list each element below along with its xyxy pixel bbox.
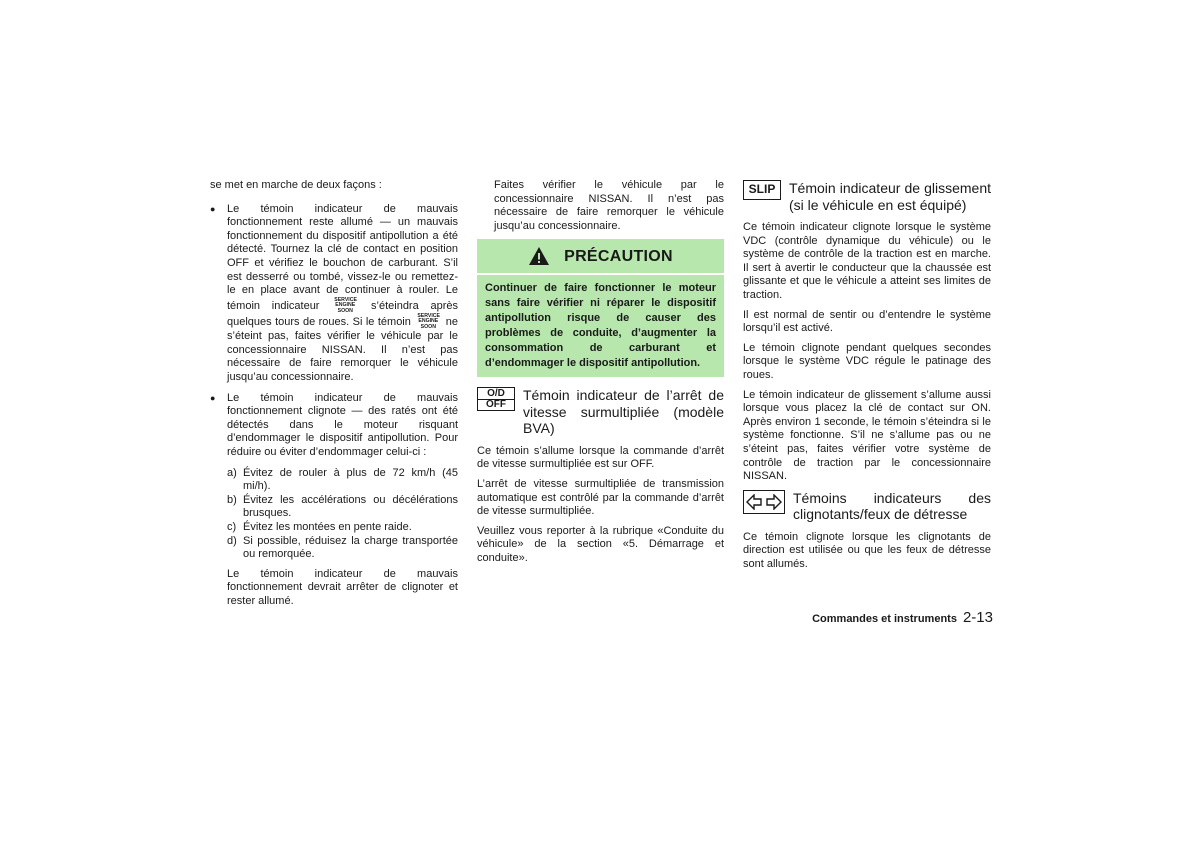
- caution-header: [477, 239, 724, 275]
- od-off-icon: O/D OFF: [477, 387, 515, 411]
- sub-list-item: a) Évitez de rouler à plus de 72 km/h (45 mi/h).: [227, 466, 458, 493]
- closing-text: Le témoin indicateur de mauvais fonctionnement devrait arrêter de clignoter et rester allumé.: [227, 567, 458, 607]
- intro-text: se met en marche de deux façons :: [210, 179, 382, 191]
- right-column: [743, 176, 991, 577]
- paragraph: L’arrêt de vitesse surmultipliée de transmission automatique est contrôlé par la commande d’arrêt de vitesse surmultipliée.: [477, 478, 724, 518]
- bullet1-text-a: Le témoin indicateur de mauvais fonctionnement reste allumé — un mauvais fonctionnement du dispositif antipollution a été détecté. Tournez la clé de contact en position OFF et vérifiez le bouchon de carburant. S’il est desserré ou tombé, vissez-le ou remettez-le en place avant de continuer à rouler. Le témoin indicateur: [227, 202, 458, 312]
- section-heading: Témoin indicateur de l’arrêt de vitesse surmultipliée (modèle BVA): [523, 387, 724, 437]
- section-heading: Témoin indicateur de glissement (si le véhicule en est équipé): [789, 180, 991, 213]
- top-paragraph: Faites vérifier le véhicule par le concessionnaire NISSAN. Il n’est pas nécessaire de faire remorquer le véhicule jusqu’au concessionnaire.: [494, 179, 724, 232]
- service-engine-soon-icon: SERVICE ENGINE SOON: [417, 312, 440, 330]
- section-heading: Témoins indicateurs des clignotants/feux de détresse: [793, 489, 991, 523]
- caution-body: Continuer de faire fonctionner le moteur sans faire vérifier ni réparer le dispositif antipollution risque de causer des problèmes de conduite, d’augmenter la consommation de carburant et d’endommager le dispositif antipollution.: [485, 282, 716, 370]
- slip-heading: [743, 180, 991, 213]
- bullet2-text: Le témoin indicateur de mauvais fonctionnement clignote — des ratés ont été détectés dans le moteur risquant d’endommager le dispositif antipollution. Pour réduire ou éviter d’endommager celui-ci :: [227, 391, 458, 458]
- paragraph: Le témoin clignote pendant quelques secondes lorsque le système VDC régule le patinage des roues.: [743, 341, 991, 381]
- caution-title: PRÉCAUTION: [564, 247, 673, 265]
- bullet1-text-b: s’éteindra après quelques tours de roues. Si le témoin: [227, 299, 458, 328]
- sub-list-item: b) Évitez les accélérations ou décélérations brusques.: [227, 493, 458, 520]
- caution-box: [477, 239, 724, 377]
- sub-list-item: d) Si possible, réduisez la charge transportée ou remorquée.: [227, 534, 458, 561]
- section-name: Commandes et instruments: [812, 613, 957, 625]
- list-item: [210, 392, 458, 460]
- turn-signal-arrows-icon: [743, 490, 785, 514]
- bullet-dot-icon: ●: [210, 392, 216, 403]
- paragraph: Le témoin indicateur de glissement s’allume aussi lorsque vous placez la clé de contact sur ON. Après environ 1 seconde, le témoin s’éteindra si le système fonctionne. S’il ne s’allume pas ou ne s’éteint pas, faites vérifier votre système de contrôle de traction par le concessionnaire NISSAN.: [743, 388, 991, 483]
- left-column: [210, 179, 458, 614]
- hazard-arrows-icon: [746, 494, 782, 510]
- page-footer: [803, 609, 993, 626]
- paragraph: Ce témoin clignote lorsque les clignotants de direction est utilisée ou que les feux de détresse sont allumés.: [743, 530, 991, 570]
- slip-icon: SLIP: [743, 180, 781, 200]
- page-number: 2-13: [962, 609, 993, 626]
- sub-list-item: c) Évitez les montées en pente raide.: [227, 520, 412, 533]
- warning-triangle-icon: [528, 246, 550, 266]
- bullet-dot-icon: ●: [210, 203, 216, 214]
- list-item: [210, 203, 458, 385]
- sub-list: [210, 467, 458, 562]
- bullet1-text-c: ne s’éteint pas, faites vérifier le véhicule par le concessionnaire NISSAN. Il n’est pas nécessaire de faire remorquer le véhicule jusqu’au concessionnaire.: [227, 315, 458, 383]
- middle-column: [477, 179, 724, 572]
- paragraph: Veuillez vous reporter à la rubrique «Conduite du véhicule» de la section «5. Démarrage et conduite».: [477, 524, 724, 565]
- paragraph: Il est normal de sentir ou d’entendre le système lorsqu’il est activé.: [743, 308, 991, 335]
- turn-signal-heading: [743, 490, 991, 523]
- paragraph: Ce témoin indicateur clignote lorsque le système VDC (contrôle dynamique du véhicule) ou le système de contrôle de la traction est en marche. Il sert à avertir le conducteur que la chaussée est glissante et que le véhicule a atteint ses limites de traction.: [743, 221, 991, 301]
- service-engine-soon-icon: SERVICE ENGINE SOON: [334, 296, 357, 314]
- paragraph: Ce témoin s’allume lorsque la commande d’arrêt de vitesse surmultipliée est sur OFF.: [477, 444, 724, 471]
- od-off-heading: [477, 387, 724, 437]
